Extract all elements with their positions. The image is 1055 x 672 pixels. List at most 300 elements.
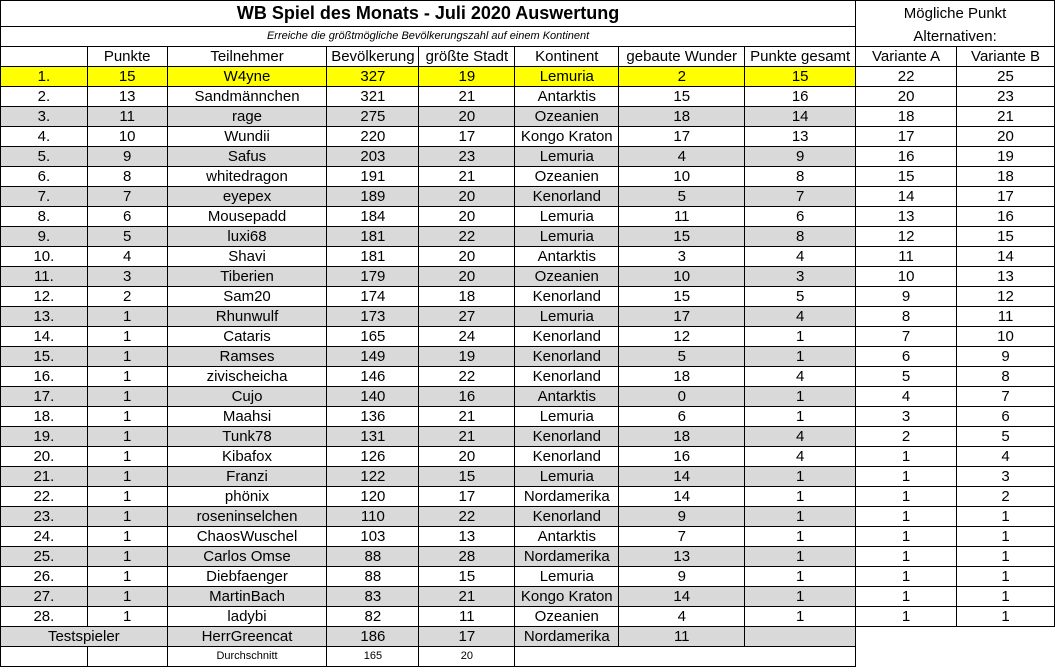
cell-variante-b: 16: [957, 207, 1055, 227]
avg-label: Durchschnitt: [167, 647, 327, 667]
cell-kontinent: Nordamerika: [515, 487, 619, 507]
cell-variante-a: 6: [856, 347, 957, 367]
cell-gebaute-wunder: 13: [619, 547, 745, 567]
cell-variante-b: 10: [957, 327, 1055, 347]
cell-teilnehmer: Ramses: [167, 347, 327, 367]
cell-groesste-stadt: 28: [419, 547, 515, 567]
header-gebaute-wunder: gebaute Wunder: [619, 47, 745, 67]
table-row: [1, 607, 1055, 627]
cell-variante-b: 19: [957, 147, 1055, 167]
cell-teilnehmer: Mousepadd: [167, 207, 327, 227]
cell-groesste-stadt: 22: [419, 507, 515, 527]
cell-variante-b: 12: [957, 287, 1055, 307]
cell-kontinent: Lemuria: [515, 67, 619, 87]
cell-kontinent: Ozeanien: [515, 167, 619, 187]
cell-variante-b: 20: [957, 127, 1055, 147]
header-row: [1, 47, 1055, 67]
cell-punkte: 2: [87, 287, 167, 307]
cell-rank: 27.: [1, 587, 88, 607]
cell-variante-a: 1: [856, 447, 957, 467]
test-empty: [745, 627, 856, 647]
cell-kontinent: Lemuria: [515, 147, 619, 167]
cell-punkte: 1: [87, 507, 167, 527]
cell-variante-b: 1: [957, 607, 1055, 627]
cell-punkte: 8: [87, 167, 167, 187]
cell-groesste-stadt: 24: [419, 327, 515, 347]
cell-groesste-stadt: 19: [419, 347, 515, 367]
cell-punkte: 15: [87, 67, 167, 87]
table-row: [1, 347, 1055, 367]
cell-variante-b: 23: [957, 87, 1055, 107]
cell-punkte-gesamt: 1: [745, 407, 856, 427]
cell-variante-a: 11: [856, 247, 957, 267]
cell-gebaute-wunder: 6: [619, 407, 745, 427]
cell-rank: 19.: [1, 427, 88, 447]
table-row: [1, 367, 1055, 387]
cell-groesste-stadt: 20: [419, 267, 515, 287]
cell-punkte: 1: [87, 527, 167, 547]
cell-punkte: 9: [87, 147, 167, 167]
test-bevoelkerung: 186: [327, 627, 419, 647]
cell-variante-b: 18: [957, 167, 1055, 187]
cell-teilnehmer: Franzi: [167, 467, 327, 487]
cell-kontinent: Kenorland: [515, 287, 619, 307]
cell-groesste-stadt: 20: [419, 447, 515, 467]
cell-variante-b: 5: [957, 427, 1055, 447]
cell-bevoelkerung: 184: [327, 207, 419, 227]
table-row: [1, 147, 1055, 167]
cell-kontinent: Ozeanien: [515, 267, 619, 287]
cell-teilnehmer: eyepex: [167, 187, 327, 207]
table-row: [1, 487, 1055, 507]
cell-variante-a: 13: [856, 207, 957, 227]
cell-punkte-gesamt: 8: [745, 167, 856, 187]
cell-gebaute-wunder: 11: [619, 207, 745, 227]
cell-groesste-stadt: 11: [419, 607, 515, 627]
cell-rank: 1.: [1, 67, 88, 87]
cell-punkte-gesamt: 6: [745, 207, 856, 227]
cell-punkte-gesamt: 1: [745, 587, 856, 607]
cell-bevoelkerung: 275: [327, 107, 419, 127]
cell-groesste-stadt: 19: [419, 67, 515, 87]
cell-groesste-stadt: 20: [419, 247, 515, 267]
cell-variante-b: 1: [957, 567, 1055, 587]
cell-punkte-gesamt: 1: [745, 327, 856, 347]
cell-gebaute-wunder: 18: [619, 427, 745, 447]
table-row: [1, 287, 1055, 307]
header-bevoelkerung: Bevölkerung: [327, 47, 419, 67]
cell-bevoelkerung: 191: [327, 167, 419, 187]
cell-rank: 16.: [1, 367, 88, 387]
side-heading-2: Alternativen:: [856, 27, 1055, 47]
cell-rank: 25.: [1, 547, 88, 567]
cell-rank: 6.: [1, 167, 88, 187]
page-title: WB Spiel des Monats - Juli 2020 Auswertung: [1, 1, 856, 27]
cell-punkte-gesamt: 5: [745, 287, 856, 307]
cell-variante-a: 1: [856, 547, 957, 567]
cell-teilnehmer: Tiberien: [167, 267, 327, 287]
cell-punkte-gesamt: 15: [745, 67, 856, 87]
cell-gebaute-wunder: 16: [619, 447, 745, 467]
average-row: [1, 647, 1055, 667]
cell-rank: 11.: [1, 267, 88, 287]
test-gebaute-wunder: 11: [619, 627, 745, 647]
cell-bevoelkerung: 173: [327, 307, 419, 327]
cell-gebaute-wunder: 18: [619, 107, 745, 127]
cell-rank: 7.: [1, 187, 88, 207]
cell-teilnehmer: W4yne: [167, 67, 327, 87]
cell-teilnehmer: Shavi: [167, 247, 327, 267]
cell-bevoelkerung: 136: [327, 407, 419, 427]
table-row: [1, 87, 1055, 107]
cell-punkte: 1: [87, 347, 167, 367]
cell-kontinent: Lemuria: [515, 407, 619, 427]
cell-rank: 17.: [1, 387, 88, 407]
cell-gebaute-wunder: 3: [619, 247, 745, 267]
test-player-row: [1, 627, 1055, 647]
cell-bevoelkerung: 321: [327, 87, 419, 107]
cell-kontinent: Kenorland: [515, 507, 619, 527]
cell-punkte: 13: [87, 87, 167, 107]
cell-rank: 3.: [1, 107, 88, 127]
avg-bevoelkerung: 165: [327, 647, 419, 667]
cell-kontinent: Lemuria: [515, 207, 619, 227]
cell-rank: 2.: [1, 87, 88, 107]
cell-rank: 21.: [1, 467, 88, 487]
cell-bevoelkerung: 220: [327, 127, 419, 147]
cell-bevoelkerung: 88: [327, 567, 419, 587]
side-empty-2: [856, 647, 1055, 667]
cell-variante-a: 8: [856, 307, 957, 327]
cell-teilnehmer: Sandmännchen: [167, 87, 327, 107]
cell-gebaute-wunder: 2: [619, 67, 745, 87]
cell-teilnehmer: Kibafox: [167, 447, 327, 467]
header-groesste-stadt: größte Stadt: [419, 47, 515, 67]
cell-punkte: 1: [87, 407, 167, 427]
cell-bevoelkerung: 165: [327, 327, 419, 347]
cell-variante-b: 17: [957, 187, 1055, 207]
cell-punkte-gesamt: 1: [745, 547, 856, 567]
cell-teilnehmer: phönix: [167, 487, 327, 507]
cell-rank: 14.: [1, 327, 88, 347]
cell-groesste-stadt: 15: [419, 567, 515, 587]
cell-variante-a: 22: [856, 67, 957, 87]
cell-teilnehmer: Cataris: [167, 327, 327, 347]
table-row: [1, 447, 1055, 467]
cell-punkte: 1: [87, 327, 167, 347]
side-heading-1: Mögliche Punkt: [856, 1, 1055, 27]
cell-bevoelkerung: 181: [327, 227, 419, 247]
cell-gebaute-wunder: 17: [619, 307, 745, 327]
cell-gebaute-wunder: 9: [619, 507, 745, 527]
cell-gebaute-wunder: 10: [619, 267, 745, 287]
header-teilnehmer: Teilnehmer: [167, 47, 327, 67]
cell-variante-b: 1: [957, 587, 1055, 607]
cell-variante-b: 1: [957, 547, 1055, 567]
cell-teilnehmer: whitedragon: [167, 167, 327, 187]
cell-variante-a: 1: [856, 487, 957, 507]
cell-rank: 12.: [1, 287, 88, 307]
cell-punkte-gesamt: 4: [745, 307, 856, 327]
cell-kontinent: Kenorland: [515, 367, 619, 387]
cell-variante-a: 1: [856, 587, 957, 607]
cell-groesste-stadt: 22: [419, 367, 515, 387]
cell-rank: 22.: [1, 487, 88, 507]
cell-kontinent: Lemuria: [515, 307, 619, 327]
cell-variante-a: 1: [856, 467, 957, 487]
cell-punkte-gesamt: 7: [745, 187, 856, 207]
test-name: HerrGreencat: [167, 627, 327, 647]
cell-variante-b: 6: [957, 407, 1055, 427]
cell-teilnehmer: roseninselchen: [167, 507, 327, 527]
cell-variante-b: 13: [957, 267, 1055, 287]
cell-punkte-gesamt: 1: [745, 387, 856, 407]
table-row: [1, 187, 1055, 207]
side-empty: [856, 627, 1055, 647]
cell-variante-a: 16: [856, 147, 957, 167]
cell-bevoelkerung: 174: [327, 287, 419, 307]
cell-gebaute-wunder: 12: [619, 327, 745, 347]
cell-groesste-stadt: 22: [419, 227, 515, 247]
cell-teilnehmer: luxi68: [167, 227, 327, 247]
cell-punkte: 4: [87, 247, 167, 267]
cell-punkte-gesamt: 1: [745, 567, 856, 587]
cell-teilnehmer: Wundii: [167, 127, 327, 147]
cell-variante-a: 4: [856, 387, 957, 407]
cell-kontinent: Lemuria: [515, 227, 619, 247]
cell-punkte: 1: [87, 307, 167, 327]
cell-gebaute-wunder: 15: [619, 227, 745, 247]
table-row: [1, 67, 1055, 87]
cell-bevoelkerung: 203: [327, 147, 419, 167]
cell-bevoelkerung: 146: [327, 367, 419, 387]
test-label: Testspieler: [1, 627, 168, 647]
cell-variante-a: 9: [856, 287, 957, 307]
cell-teilnehmer: MartinBach: [167, 587, 327, 607]
cell-groesste-stadt: 27: [419, 307, 515, 327]
cell-punkte: 1: [87, 387, 167, 407]
cell-punkte: 3: [87, 267, 167, 287]
cell-kontinent: Ozeanien: [515, 607, 619, 627]
cell-kontinent: Nordamerika: [515, 547, 619, 567]
table-row: [1, 207, 1055, 227]
cell-variante-b: 1: [957, 527, 1055, 547]
cell-variante-a: 12: [856, 227, 957, 247]
cell-punkte-gesamt: 13: [745, 127, 856, 147]
cell-bevoelkerung: 110: [327, 507, 419, 527]
cell-rank: 18.: [1, 407, 88, 427]
header-variante-a: Variante A: [856, 47, 957, 67]
cell-variante-b: 14: [957, 247, 1055, 267]
cell-kontinent: Lemuria: [515, 467, 619, 487]
cell-kontinent: Kenorland: [515, 347, 619, 367]
table-row: [1, 247, 1055, 267]
cell-punkte: 1: [87, 467, 167, 487]
table-row: [1, 427, 1055, 447]
cell-punkte: 7: [87, 187, 167, 207]
cell-groesste-stadt: 21: [419, 407, 515, 427]
cell-teilnehmer: Diebfaenger: [167, 567, 327, 587]
cell-punkte-gesamt: 1: [745, 487, 856, 507]
cell-groesste-stadt: 17: [419, 487, 515, 507]
cell-punkte: 11: [87, 107, 167, 127]
cell-variante-b: 9: [957, 347, 1055, 367]
table-row: [1, 167, 1055, 187]
cell-bevoelkerung: 179: [327, 267, 419, 287]
cell-punkte-gesamt: 16: [745, 87, 856, 107]
cell-kontinent: Kenorland: [515, 447, 619, 467]
page-subtitle: Erreiche die größtmögliche Bevölkerungszahl auf einem Kontinent: [1, 27, 856, 47]
table-body: [1, 1, 1055, 667]
cell-punkte: 5: [87, 227, 167, 247]
cell-teilnehmer: Rhunwulf: [167, 307, 327, 327]
cell-variante-a: 5: [856, 367, 957, 387]
cell-rank: 8.: [1, 207, 88, 227]
cell-gebaute-wunder: 14: [619, 467, 745, 487]
cell-groesste-stadt: 21: [419, 167, 515, 187]
cell-punkte: 10: [87, 127, 167, 147]
cell-rank: 26.: [1, 567, 88, 587]
cell-kontinent: Lemuria: [515, 567, 619, 587]
cell-groesste-stadt: 20: [419, 107, 515, 127]
cell-punkte-gesamt: 1: [745, 527, 856, 547]
cell-teilnehmer: Cujo: [167, 387, 327, 407]
cell-teilnehmer: Maahsi: [167, 407, 327, 427]
cell-kontinent: Antarktis: [515, 527, 619, 547]
cell-bevoelkerung: 88: [327, 547, 419, 567]
cell-gebaute-wunder: 18: [619, 367, 745, 387]
cell-teilnehmer: rage: [167, 107, 327, 127]
cell-gebaute-wunder: 9: [619, 567, 745, 587]
test-kontinent: Nordamerika: [515, 627, 619, 647]
cell-kontinent: Kenorland: [515, 327, 619, 347]
table-row: [1, 267, 1055, 287]
cell-punkte-gesamt: 4: [745, 427, 856, 447]
cell-groesste-stadt: 13: [419, 527, 515, 547]
cell-punkte: 1: [87, 567, 167, 587]
cell-rank: 28.: [1, 607, 88, 627]
cell-gebaute-wunder: 14: [619, 487, 745, 507]
cell-bevoelkerung: 131: [327, 427, 419, 447]
cell-punkte: 6: [87, 207, 167, 227]
cell-punkte-gesamt: 4: [745, 247, 856, 267]
cell-rank: 4.: [1, 127, 88, 147]
cell-variante-a: 2: [856, 427, 957, 447]
cell-rank: 10.: [1, 247, 88, 267]
cell-variante-a: 1: [856, 507, 957, 527]
table-row: [1, 467, 1055, 487]
cell-variante-b: 11: [957, 307, 1055, 327]
cell-rank: 5.: [1, 147, 88, 167]
cell-kontinent: Kongo Kraton: [515, 587, 619, 607]
cell-bevoelkerung: 140: [327, 387, 419, 407]
cell-gebaute-wunder: 4: [619, 607, 745, 627]
cell-variante-a: 10: [856, 267, 957, 287]
cell-bevoelkerung: 122: [327, 467, 419, 487]
test-groesste-stadt: 17: [419, 627, 515, 647]
cell-teilnehmer: ladybi: [167, 607, 327, 627]
cell-groesste-stadt: 21: [419, 87, 515, 107]
cell-bevoelkerung: 181: [327, 247, 419, 267]
cell-kontinent: Antarktis: [515, 247, 619, 267]
cell-variante-a: 3: [856, 407, 957, 427]
cell-groesste-stadt: 17: [419, 127, 515, 147]
cell-punkte-gesamt: 1: [745, 347, 856, 367]
cell-teilnehmer: zivischeicha: [167, 367, 327, 387]
header-variante-b: Variante B: [957, 47, 1055, 67]
cell-punkte-gesamt: 14: [745, 107, 856, 127]
cell-rank: 15.: [1, 347, 88, 367]
cell-gebaute-wunder: 4: [619, 147, 745, 167]
cell-punkte-gesamt: 4: [745, 447, 856, 467]
cell-punkte-gesamt: 9: [745, 147, 856, 167]
cell-groesste-stadt: 21: [419, 587, 515, 607]
cell-variante-b: 25: [957, 67, 1055, 87]
cell-punkte: 1: [87, 427, 167, 447]
cell-groesste-stadt: 16: [419, 387, 515, 407]
cell-gebaute-wunder: 15: [619, 287, 745, 307]
cell-variante-a: 14: [856, 187, 957, 207]
cell-gebaute-wunder: 7: [619, 527, 745, 547]
cell-teilnehmer: Tunk78: [167, 427, 327, 447]
header-rank: [1, 47, 88, 67]
table-row: [1, 407, 1055, 427]
avg-empty-3: [515, 647, 856, 667]
cell-variante-b: 21: [957, 107, 1055, 127]
table-row: [1, 567, 1055, 587]
cell-punkte-gesamt: 3: [745, 267, 856, 287]
table-row: [1, 127, 1055, 147]
cell-bevoelkerung: 126: [327, 447, 419, 467]
cell-gebaute-wunder: 10: [619, 167, 745, 187]
cell-variante-b: 8: [957, 367, 1055, 387]
cell-variante-a: 1: [856, 567, 957, 587]
cell-gebaute-wunder: 5: [619, 347, 745, 367]
cell-variante-b: 3: [957, 467, 1055, 487]
table-row: [1, 507, 1055, 527]
cell-kontinent: Antarktis: [515, 87, 619, 107]
table-row: [1, 527, 1055, 547]
cell-punkte-gesamt: 8: [745, 227, 856, 247]
cell-variante-b: 2: [957, 487, 1055, 507]
cell-groesste-stadt: 20: [419, 207, 515, 227]
table-row: [1, 107, 1055, 127]
cell-kontinent: Kenorland: [515, 427, 619, 447]
cell-variante-a: 15: [856, 167, 957, 187]
cell-kontinent: Kenorland: [515, 187, 619, 207]
cell-teilnehmer: Sam20: [167, 287, 327, 307]
cell-bevoelkerung: 82: [327, 607, 419, 627]
header-punkte: Punkte: [87, 47, 167, 67]
cell-groesste-stadt: 20: [419, 187, 515, 207]
cell-punkte: 1: [87, 547, 167, 567]
cell-punkte-gesamt: 1: [745, 467, 856, 487]
table-row: [1, 327, 1055, 347]
table-row: [1, 227, 1055, 247]
cell-variante-b: 7: [957, 387, 1055, 407]
cell-rank: 20.: [1, 447, 88, 467]
table-row: [1, 547, 1055, 567]
cell-rank: 13.: [1, 307, 88, 327]
cell-variante-a: 18: [856, 107, 957, 127]
cell-variante-b: 1: [957, 507, 1055, 527]
avg-empty-2: [87, 647, 167, 667]
cell-groesste-stadt: 18: [419, 287, 515, 307]
cell-gebaute-wunder: 5: [619, 187, 745, 207]
cell-teilnehmer: Safus: [167, 147, 327, 167]
cell-variante-b: 15: [957, 227, 1055, 247]
cell-bevoelkerung: 120: [327, 487, 419, 507]
